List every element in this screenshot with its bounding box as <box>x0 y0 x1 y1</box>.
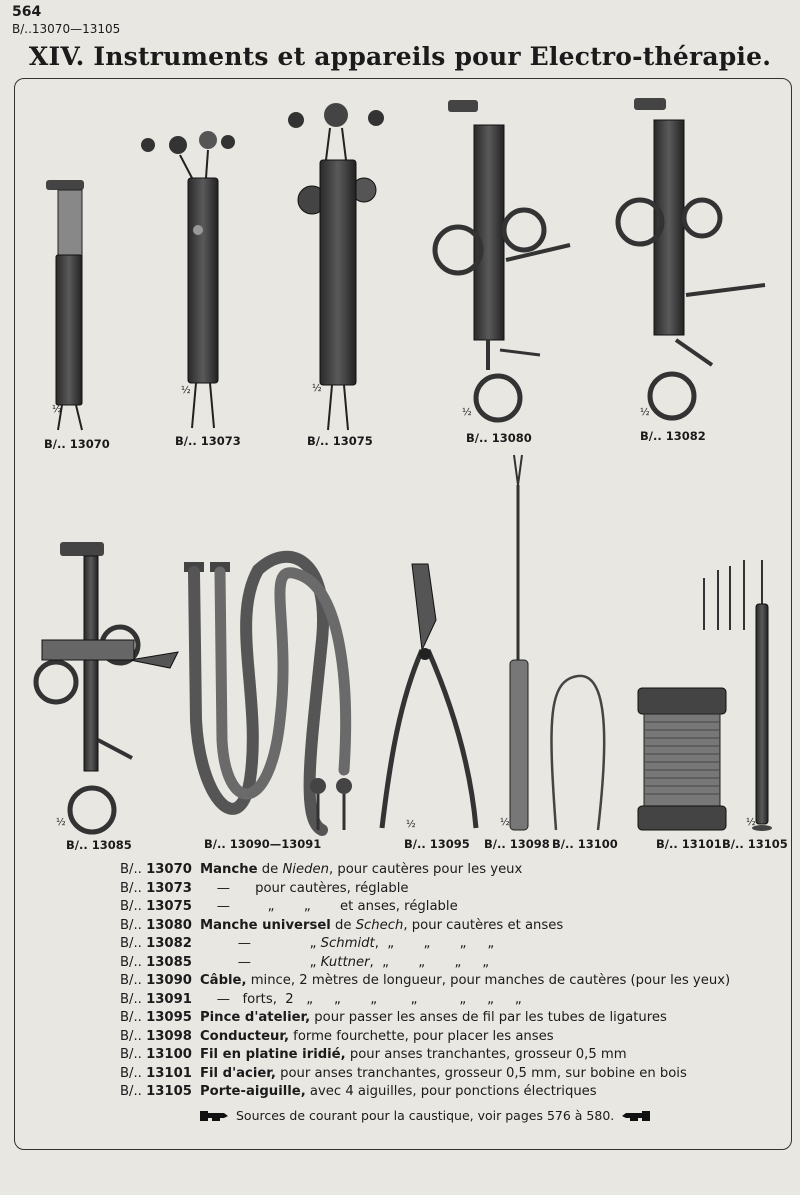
figure-label-13090: B/.. 13090—13091 <box>204 837 322 851</box>
scale-mark-13070: ½ <box>52 404 62 415</box>
scale-mark-13080: ½ <box>462 407 472 418</box>
legend-item-description: Fil en platine iridié, pour anses tranchantes, grosseur 0,5 mm <box>200 1047 627 1062</box>
legend-item-code: B/.. 13095 <box>120 1010 192 1025</box>
figure-label-13100: B/.. 13100 <box>552 837 618 851</box>
scale-mark-13082: ½ <box>640 407 650 418</box>
legend-item-description: — „ Schmidt, „ „ „ „ <box>200 936 495 951</box>
page-code-range: B/..13070—13105 <box>12 22 121 36</box>
scale-mark-13095: ½ <box>406 819 416 830</box>
legend-item-code: B/.. 13090 <box>120 973 192 988</box>
legend-item-code: B/.. 13098 <box>120 1028 192 1044</box>
scale-mark-13098: ½ <box>500 817 510 828</box>
legend-item-description: — „ Kuttner, „ „ „ „ <box>200 954 490 970</box>
figure-label-13073: B/.. 13073 <box>175 434 241 448</box>
legend-item-description: — forts, 2 „ „ „ „ „ „ „ <box>200 991 522 1007</box>
legend-item-code: B/.. 13100 <box>120 1047 192 1062</box>
legend-row <box>120 935 780 954</box>
legend-row <box>120 972 780 991</box>
legend-row <box>120 861 780 880</box>
legend-row <box>120 1083 780 1102</box>
legend-row <box>120 991 780 1010</box>
instrument-13070-illustration <box>46 180 84 430</box>
page-number: 564 <box>12 4 42 20</box>
figure-label-13095: B/.. 13095 <box>404 837 470 851</box>
scale-mark-13073: ½ <box>181 385 191 396</box>
figure-label-13098: B/.. 13098 <box>484 837 550 851</box>
legend-row <box>120 1028 780 1047</box>
legend-item-code: B/.. 13105 <box>120 1084 192 1099</box>
legend-item-code: B/.. 13073 <box>120 880 192 896</box>
legend-item-description: Câble, mince, 2 mètres de longueur, pour manches de cautères (pour les yeux) <box>200 973 731 988</box>
legend-item-description: Fil d'acier, pour anses tranchantes, grosseur 0,5 mm, sur bobine en bois <box>200 1065 687 1081</box>
instrument-13095-illustration <box>382 564 476 828</box>
legend-item-description: Pince d'atelier, pour passer les anses de fil par les tubes de ligatures <box>200 1010 667 1025</box>
legend-item-code: B/.. 13082 <box>120 936 192 951</box>
legend-row <box>120 1009 780 1028</box>
scale-mark-13075: ½ <box>312 383 322 394</box>
figure-label-13080: B/.. 13080 <box>466 431 532 445</box>
instrument-13098-illustration <box>510 455 528 830</box>
instrument-13101-illustration <box>638 688 726 830</box>
scale-mark-13105: ½ <box>746 817 756 828</box>
legend-item-code: B/.. 13075 <box>120 899 192 914</box>
legend-row <box>120 954 780 973</box>
legend-item-description: — „ „ et anses, réglable <box>200 899 458 914</box>
instrument-13075-illustration <box>288 103 384 430</box>
legend-item-description: Manche de Nieden, pour cautères pour les yeux <box>200 862 523 877</box>
pointing-hand-left-icon <box>620 1110 650 1122</box>
instrument-13080-illustration <box>435 100 570 420</box>
figure-label-13101: B/.. 13101 <box>656 837 722 851</box>
instrument-13090-illustration <box>184 557 352 830</box>
instrument-13100-illustration <box>551 676 604 830</box>
instrument-13085-illustration <box>36 542 178 832</box>
figure-label-13070: B/.. 13070 <box>44 437 110 451</box>
legend-item-code: B/.. 13085 <box>120 954 192 970</box>
legend-item-description: Manche universel de Schech, pour cautères et anses <box>200 917 564 933</box>
legend-row <box>120 880 780 899</box>
pointing-hand-right-icon <box>200 1110 230 1122</box>
footnote <box>200 1108 650 1123</box>
legend-item-code: B/.. 13091 <box>120 991 192 1007</box>
legend-row <box>120 898 780 917</box>
instrument-13073-illustration <box>141 131 235 428</box>
instrument-13082-illustration <box>618 98 765 418</box>
legend-item-code: B/.. 13101 <box>120 1065 192 1081</box>
catalog-legend <box>120 861 780 1102</box>
legend-item-description: — pour cautères, réglable <box>200 880 409 896</box>
figure-label-13085: B/.. 13085 <box>66 838 132 852</box>
figure-label-13082: B/.. 13082 <box>640 429 706 443</box>
legend-item-code: B/.. 13070 <box>120 862 192 877</box>
legend-row <box>120 917 780 936</box>
figure-label-13075: B/.. 13075 <box>307 434 373 448</box>
footnote-text: Sources de courant pour la caustique, voir pages 576 à 580. <box>236 1108 615 1123</box>
page-title: XIV. Instruments et appareils pour Electro-thérapie. <box>28 42 772 71</box>
legend-item-code: B/.. 13080 <box>120 917 192 933</box>
figure-label-13105: B/.. 13105 <box>722 837 788 851</box>
scale-mark-13085: ½ <box>56 817 66 828</box>
legend-item-description: Porte-aiguille, avec 4 aiguilles, pour ponctions électriques <box>200 1084 597 1099</box>
legend-row <box>120 1065 780 1084</box>
legend-row <box>120 1046 780 1065</box>
legend-item-description: Conducteur, forme fourchette, pour placer les anses <box>200 1028 554 1044</box>
